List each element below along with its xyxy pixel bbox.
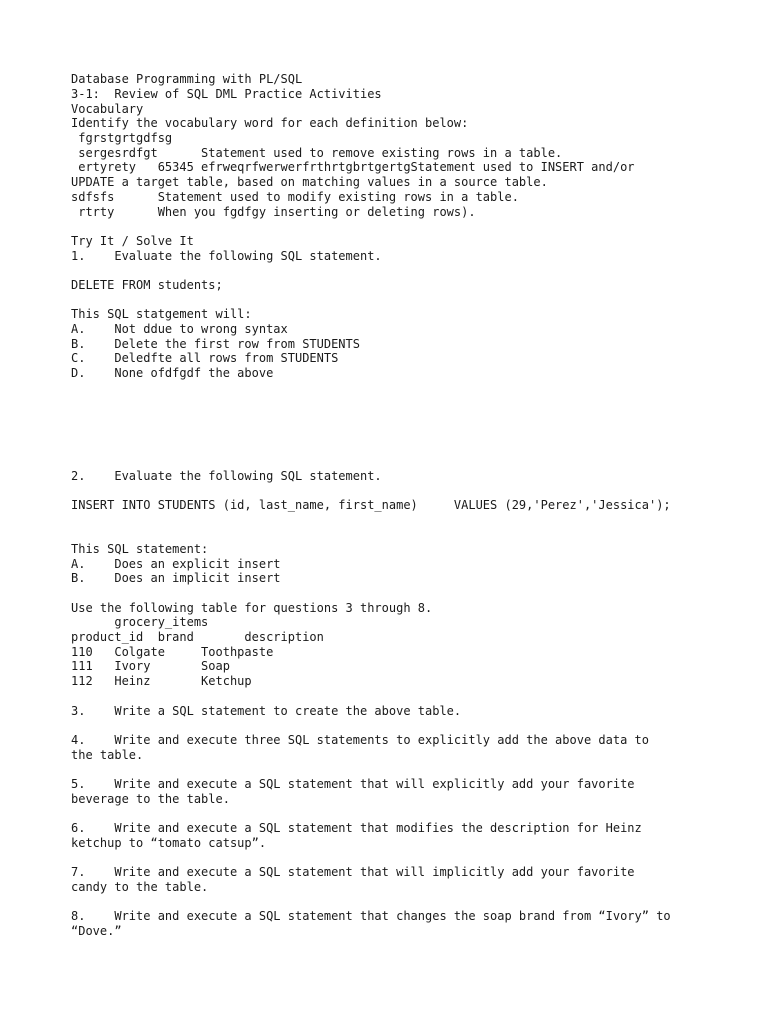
question-line: 2. Evaluate the following SQL statement. [71, 469, 382, 483]
section-heading: Vocabulary [71, 102, 144, 116]
question-line: 7. Write and execute a SQL statement that will implicitly add your favorite [71, 865, 635, 879]
question-line: 8. Write and execute a SQL statement that changes the soap brand from “Ivory” to [71, 909, 671, 923]
doc-title: Database Programming with PL/SQL [71, 72, 303, 86]
sql-code-line: DELETE FROM students; [71, 278, 223, 292]
table-caption: grocery_items [71, 615, 209, 629]
sql-code-line: INSERT INTO STUDENTS (id, last_name, first_name) VALUES (29,'Perez','Jessica'); [71, 498, 671, 512]
text-line: Identify the vocabulary word for each definition below: [71, 116, 469, 130]
table-row: 112 Heinz Ketchup [71, 674, 252, 688]
option-line: B. Does an implicit insert [71, 571, 281, 585]
table-row: 111 Ivory Soap [71, 659, 230, 673]
question-line: beverage to the table. [71, 792, 230, 806]
table-header-row: product_id brand description [71, 630, 324, 644]
vocab-line: rtrty When you fgdfgy inserting or deleting rows). [71, 205, 476, 219]
option-line: C. Deledfte all rows from STUDENTS [71, 351, 339, 365]
question-line: candy to the table. [71, 880, 209, 894]
option-line: B. Delete the first row from STUDENTS [71, 337, 360, 351]
question-line: ketchup to “tomato catsup”. [71, 836, 267, 850]
vocab-line: ertyrety 65345 efrweqrfwerwerfrthrtgbrtgertgStatement used to INSERT and/or [71, 160, 635, 174]
vocab-line: fgrstgrtgdfsg [71, 131, 173, 145]
question-line: 1. Evaluate the following SQL statement. [71, 249, 382, 263]
question-line: 3. Write a SQL statement to create the above table. [71, 704, 462, 718]
question-line: “Dove.” [71, 924, 122, 938]
option-line: A. Does an explicit insert [71, 557, 281, 571]
vocab-line: sdfsfs Statement used to modify existing rows in a table. [71, 190, 519, 204]
question-line: the table. [71, 748, 144, 762]
question-line: 6. Write and execute a SQL statement that modifies the description for Heinz [71, 821, 642, 835]
table-row: 110 Colgate Toothpaste [71, 645, 274, 659]
option-line: A. Not ddue to wrong syntax [71, 322, 288, 336]
vocab-line: sergesrdfgt Statement used to remove existing rows in a table. [71, 146, 563, 160]
text-line: Use the following table for questions 3 through 8. [71, 601, 433, 615]
section-heading: Try It / Solve It [71, 234, 194, 248]
text-line: This SQL statement: [71, 542, 209, 556]
doc-subtitle: 3-1: Review of SQL DML Practice Activities [71, 87, 382, 101]
option-line: D. None ofdfgdf the above [71, 366, 274, 380]
question-line: 5. Write and execute a SQL statement that will explicitly add your favorite [71, 777, 635, 791]
text-line: This SQL statgement will: [71, 307, 252, 321]
vocab-line: UPDATE a target table, based on matching values in a source table. [71, 175, 548, 189]
question-line: 4. Write and execute three SQL statements to explicitly add the above data to [71, 733, 649, 747]
